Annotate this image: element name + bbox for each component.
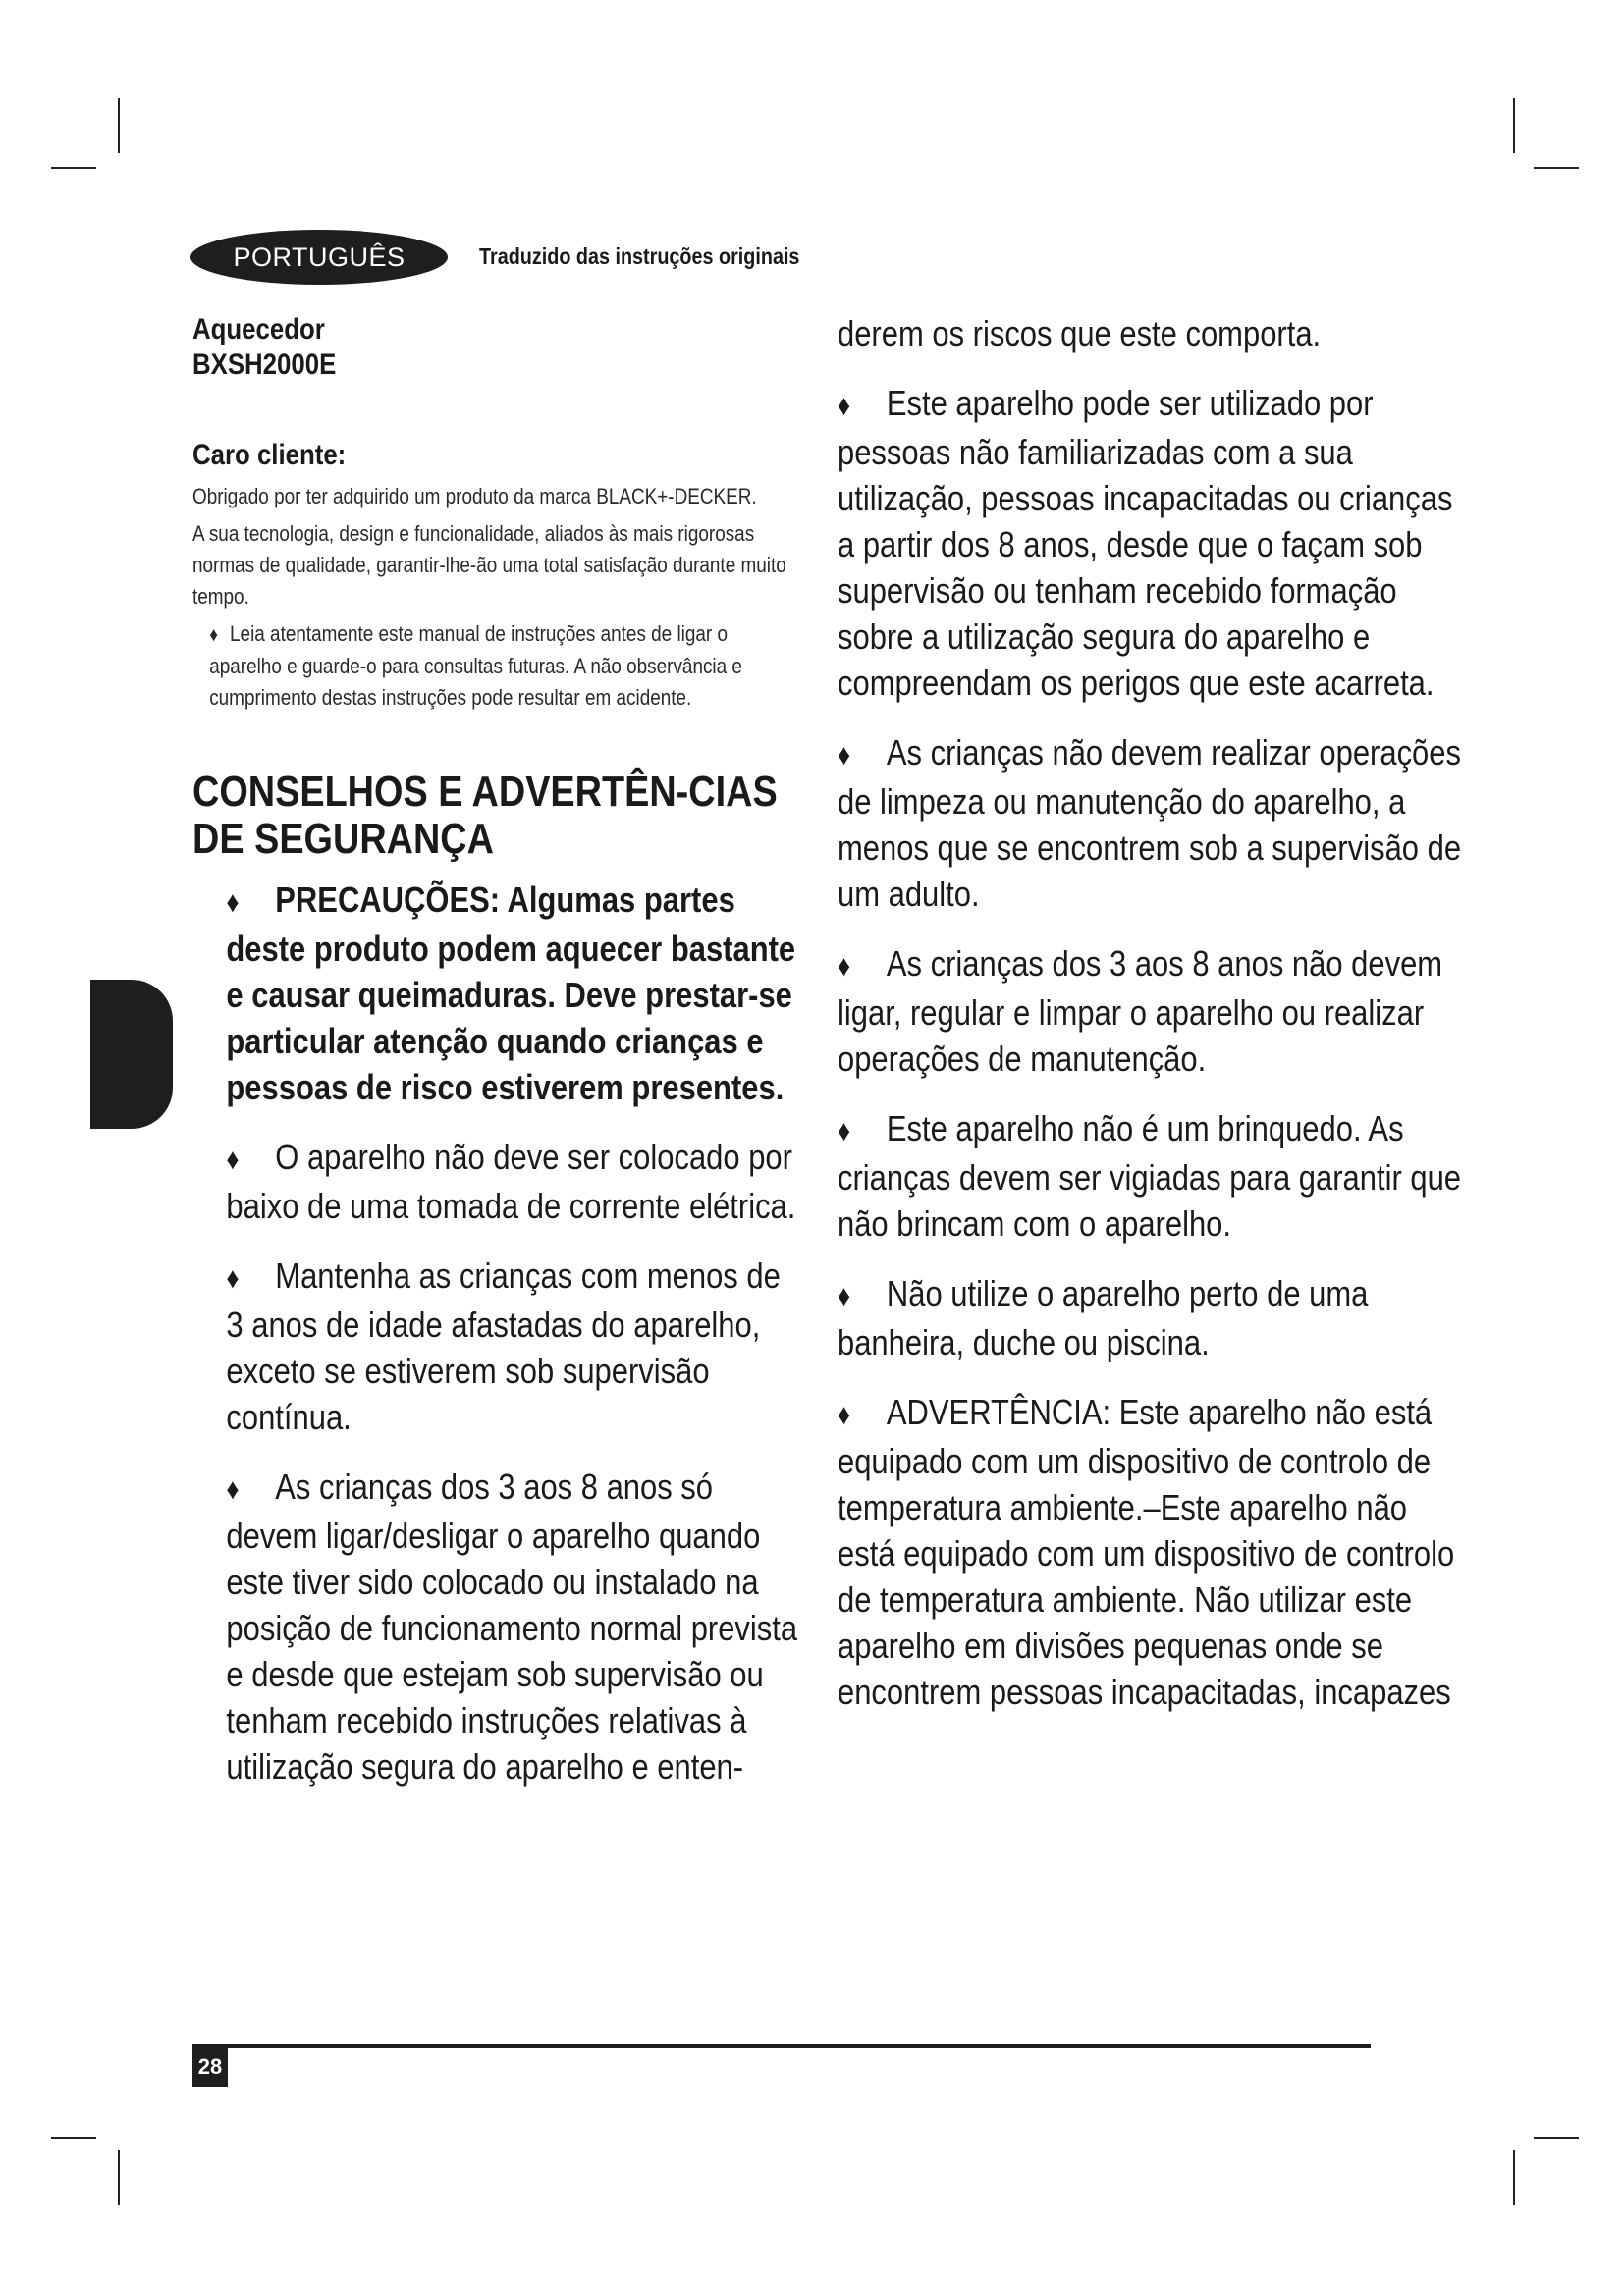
bullet-icon: ♦ [838, 739, 851, 772]
list-item [192, 1134, 800, 1229]
crop-mark [1534, 167, 1579, 169]
bullet-icon: ♦ [838, 1399, 851, 1431]
right-column [838, 310, 1466, 1738]
intro-bullet [209, 618, 799, 714]
list-item [838, 1389, 1464, 1715]
crop-mark [118, 98, 120, 153]
list-item [192, 877, 800, 1110]
bullet-icon: ♦ [226, 1262, 240, 1295]
list-item-text: Este aparelho pode ser utilizado por pessoas não familiarizadas com a sua utilização, pessoas incapacitadas ou crianças a partir dos 8 anos, desde que o façam sob supervisão ou tenham recebido formação sobre a utilização segura do aparelho e compreendam os perigos que este acarreta. [838, 383, 1453, 703]
product-model: BXSH2000E [192, 348, 337, 381]
list-item-text: PRECAUÇÕES: Algumas partes deste produto podem aquecer bastante e causar queimaduras. Deve prestar-se particular atenção quando crianças e pessoas de risco estiverem presentes. [226, 880, 796, 1107]
crop-mark [1534, 2137, 1579, 2139]
bullet-icon: ♦ [226, 886, 240, 919]
list-item [192, 1253, 800, 1440]
list-item [838, 1105, 1464, 1247]
crop-mark [1513, 98, 1515, 153]
crop-mark [118, 2150, 120, 2205]
list-item-text: O aparelho não deve ser colocado por baixo de uma tomada de corrente elétrica. [226, 1137, 796, 1226]
list-item-text: ADVERTÊNCIA: Este aparelho não está equipado com um dispositivo de controlo de temperatura ambiente.–Este aparelho não está equipado com um dispositivo de controlo de temperatura ambiente. Não utilizar este aparelho em divisões pequenas onde se encontrem pessoas incapacitadas, incapazes [838, 1392, 1455, 1712]
bullet-icon: ♦ [838, 1115, 851, 1148]
greeting: Caro cliente: [192, 439, 347, 471]
product-name: Aquecedor [192, 313, 325, 346]
language-badge: PORTUGUÊS [190, 230, 448, 285]
crop-mark [51, 167, 96, 169]
list-item [838, 380, 1464, 706]
intro-paragraph: A sua tecnologia, design e funcionalidade, aliados às mais rigorosas normas de qualidade, garantir-lhe-ão uma total satisfação durante muito tempo. [192, 521, 786, 609]
bullet-icon: ♦ [226, 1144, 240, 1176]
list-item [838, 940, 1464, 1082]
list-item-text: As crianças dos 3 aos 8 anos só devem ligar/desligar o aparelho quando este tiver sido colocado ou instalado na posição de funcionamento normal prevista e desde que estejam sob supervisão ou tenham recebido instruções relativas à utilização segura do aparelho e enten- [226, 1467, 798, 1787]
list-item-text: As crianças dos 3 aos 8 anos não devem ligar, regular e limpar o aparelho ou realizar operações de manutenção. [838, 943, 1443, 1079]
side-section-tab [90, 980, 173, 1129]
list-item [192, 1464, 800, 1789]
page-number: 28 [192, 2048, 228, 2087]
intro-paragraph: Obrigado por ter adquirido um produto da marca BLACK+-DECKER. [192, 484, 757, 508]
list-item-text: Este aparelho não é um brinquedo. As crianças devem ser vigiadas para garantir que não brincam com o aparelho. [838, 1108, 1462, 1244]
translated-note: Traduzido das instruções originais [479, 243, 800, 269]
bullet-icon: ♦ [838, 1280, 851, 1312]
continued-text: derem os riscos que este comporta. [838, 313, 1322, 353]
bullet-icon: ♦ [838, 950, 851, 983]
list-item-text: Mantenha as crianças com menos de 3 anos de idade afastadas do aparelho, exceto se estiverem sob supervisão contínua. [226, 1255, 781, 1437]
intro-bullet-text: Leia atentamente este manual de instruções antes de ligar o aparelho e guarde-o para consultas futuras. A não observância e cumprimento destas instruções pode resultar em acidente. [209, 621, 742, 710]
left-column [192, 312, 801, 1813]
list-item [838, 729, 1464, 917]
bullet-icon: ♦ [838, 390, 851, 422]
crop-mark [51, 2137, 96, 2139]
list-item-text: Não utilize o aparelho perto de uma banheira, duche ou piscina. [838, 1273, 1369, 1362]
list-item-text: As crianças não devem realizar operações de limpeza ou manutenção do aparelho, a menos que se encontrem sob a supervisão de um adulto. [838, 732, 1462, 914]
footer-rule [192, 2044, 1371, 2048]
bullet-icon: ♦ [226, 1473, 240, 1506]
bullet-icon: ♦ [209, 624, 218, 646]
list-item [838, 1270, 1464, 1365]
crop-mark [1513, 2150, 1515, 2205]
section-heading: CONSELHOS E ADVERTÊN-CIAS DE SEGURANÇA [192, 768, 778, 863]
